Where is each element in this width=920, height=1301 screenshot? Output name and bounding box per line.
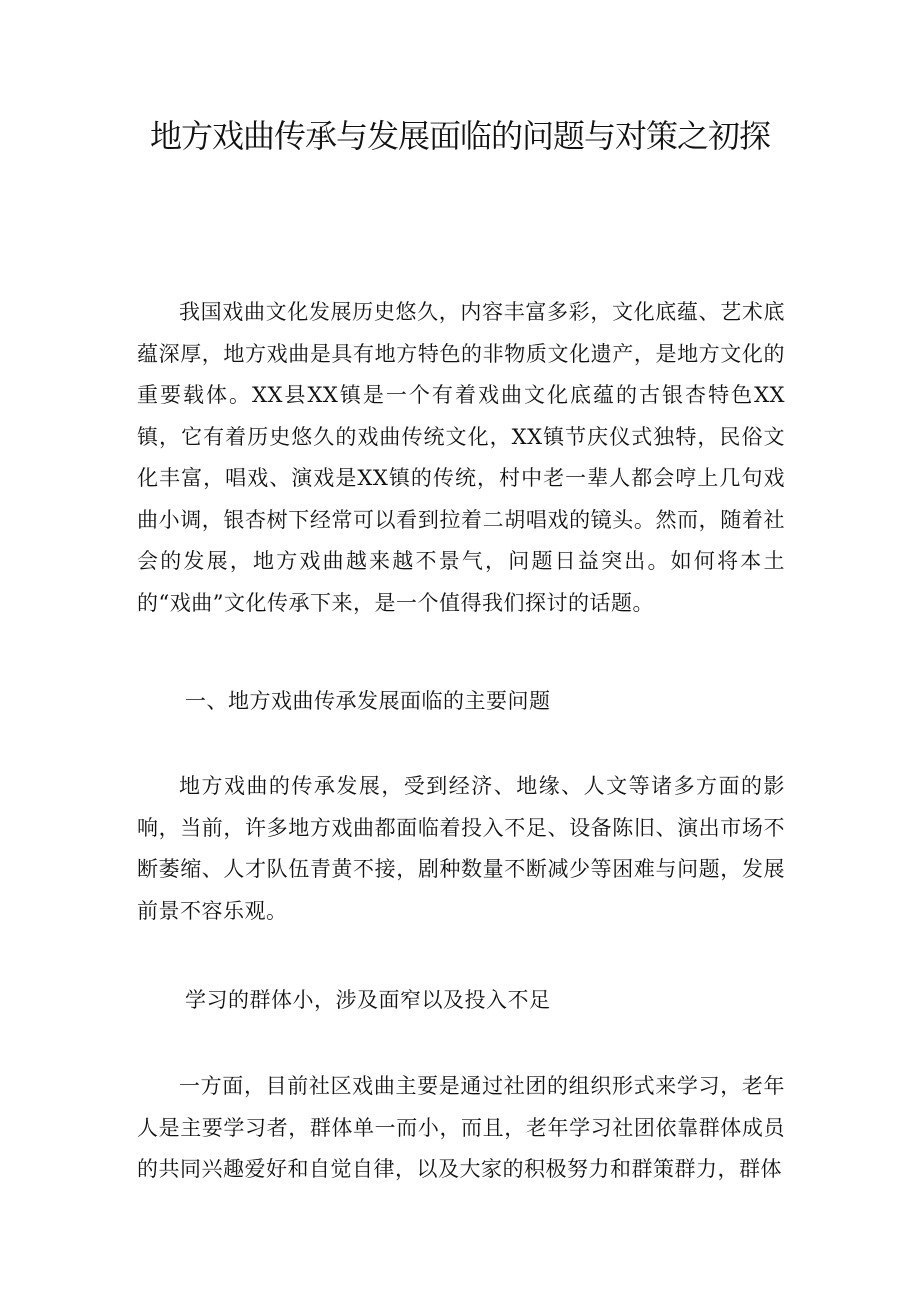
section-heading: 一、地方戏曲传承发展面临的主要问题 <box>185 689 551 713</box>
subsection-heading: 学习的群体小，涉及面窄以及投入不足 <box>185 988 551 1012</box>
document-title: 地方戏曲传承与发展面临的问题与对策之初探 <box>149 117 770 155</box>
subsection-paragraph: 一方面，目前社区戏曲主要是通过社团的组织形式来学习，老年人是主要学习者，群体单一而小，而且，老年学习社团依靠群体成员的共同兴趣爱好和自觉自律，以及大家的积极努力和群策群力，群体 <box>137 1074 785 1181</box>
intro-paragraph: 我国戏曲文化发展历史悠久，内容丰富多彩，文化底蕴、艺术底蕴深厚，地方戏曲是具有地方特色的非物质文化遗产，是地方文化的重要载体。XX县XX镇是一个有着戏曲文化底蕴的古银杏特色XX镇，它有着历史悠久的戏曲传统文化，XX镇节庆仪式独特，民俗文化丰富，唱戏、演戏是XX镇的传统，村中老一辈人都会哼上几句戏曲小调，银杏树下经常可以看到拉着二胡唱戏的镜头。然而，随着社会的发展，地方戏曲越来越不景气，问题日益突出。如何将本土的“戏曲”文化传承下来，是一个值得我们探讨的话题。 <box>137 300 785 615</box>
section-paragraph: 地方戏曲的传承发展，受到经济、地缘、人文等诸多方面的影响，当前，许多地方戏曲都面临着投入不足、设备陈旧、演出市场不断萎缩、人才队伍青黄不接，剧种数量不断减少等困难与问题，发展前景不容乐观。 <box>137 774 785 923</box>
